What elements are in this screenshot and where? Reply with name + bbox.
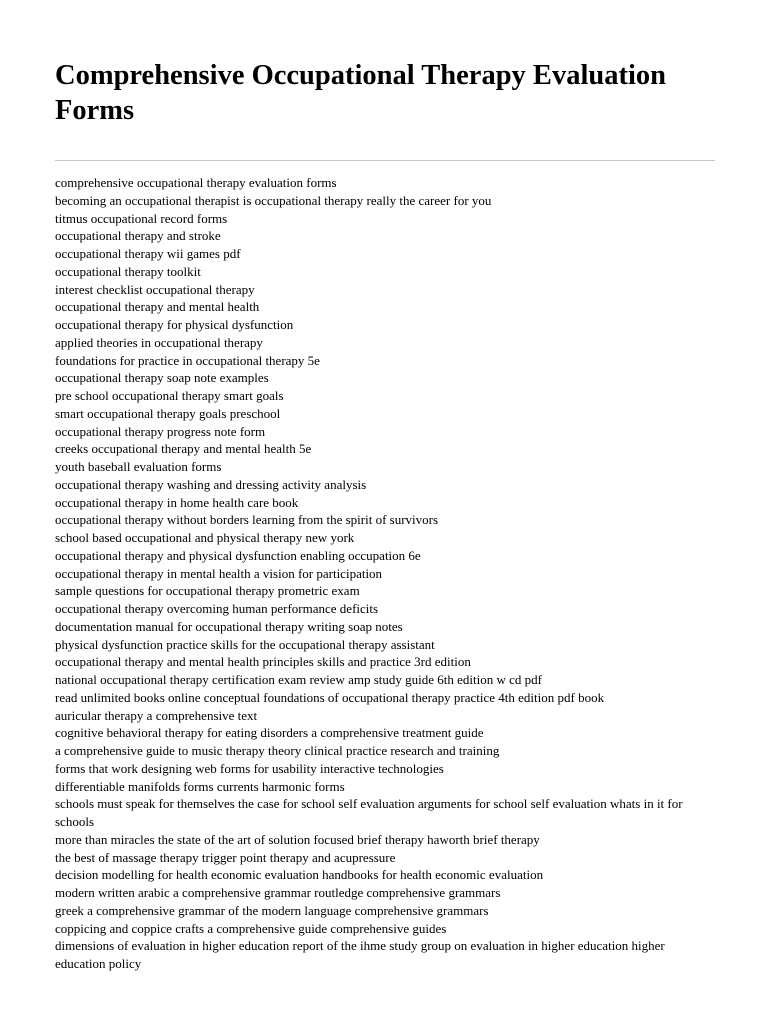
list-item: occupational therapy in home health care book	[55, 494, 299, 510]
list-item: occupational therapy without borders learning from the spirit of survivors	[55, 512, 439, 528]
list-item: cognitive behavioral therapy for eating disorders a comprehensive treatment guide	[55, 725, 484, 741]
list-item: creeks occupational therapy and mental health 5e	[55, 441, 312, 457]
list-item: physical dysfunction practice skills for the occupational therapy assistant	[55, 636, 435, 652]
list-item: occupational therapy progress note form	[55, 423, 266, 439]
list-item: occupational therapy for physical dysfunction	[55, 317, 294, 332]
list-item: occupational therapy and stroke	[55, 228, 221, 244]
list-item: occupational therapy soap note examples	[55, 370, 269, 386]
list-item: the best of massage therapy trigger point therapy and acupressure	[55, 849, 396, 865]
list-item: occupational therapy and mental health principles skills and practice 3rd edition	[55, 654, 471, 670]
list-item: dimensions of evaluation in higher education report of the ihme study group on evaluation in higher education higher education policy	[55, 938, 665, 971]
list-item: titmus occupational record forms	[55, 210, 228, 226]
list-item: smart occupational therapy goals preschool	[55, 405, 281, 421]
list-item: applied theories in occupational therapy	[55, 334, 263, 350]
list-item: occupational therapy washing and dressing activity analysis	[55, 476, 367, 492]
list-item: occupational therapy in mental health a vision for participation	[55, 565, 383, 581]
document-page	[55, 58, 717, 973]
list-item: greek a comprehensive grammar of the modern language comprehensive grammars	[55, 902, 489, 918]
list-item: interest checklist occupational therapy	[55, 281, 255, 297]
list-item: more than miracles the state of the art of solution focused brief therapy haworth brief therapy	[55, 831, 540, 847]
list-item: coppicing and coppice crafts a comprehensive guide comprehensive guides	[55, 920, 447, 936]
list-item: decision modelling for health economic evaluation handbooks for health economic evaluation	[55, 867, 544, 883]
list-item: auricular therapy a comprehensive text	[55, 707, 258, 723]
title-divider	[55, 160, 715, 161]
list-item: becoming an occupational therapist is occupational therapy really the career for you	[55, 192, 492, 208]
list-item: occupational therapy overcoming human performance deficits	[55, 601, 379, 616]
list-item: schools must speak for themselves the case for school self evaluation arguments for school self evaluation whats in it for schools	[55, 796, 683, 829]
list-item: national occupational therapy certification exam review amp study guide 6th edition w cd pdf	[55, 672, 542, 687]
list-item: differentiable manifolds forms currents harmonic forms	[55, 778, 345, 794]
list-item: read unlimited books online conceptual foundations of occupational therapy practice 4th edition pdf book	[55, 689, 605, 705]
list-item: forms that work designing web forms for usability interactive technologies	[55, 760, 444, 776]
list-item: occupational therapy toolkit	[55, 263, 201, 279]
list-item: youth baseball evaluation forms	[55, 459, 222, 474]
keyword-list	[55, 174, 717, 973]
list-item: a comprehensive guide to music therapy theory clinical practice research and training	[55, 743, 500, 758]
list-item: foundations for practice in occupational therapy 5e	[55, 352, 320, 368]
list-item: pre school occupational therapy smart goals	[55, 388, 284, 403]
list-item: occupational therapy and mental health	[55, 299, 260, 315]
list-item: documentation manual for occupational therapy writing soap notes	[55, 618, 403, 634]
list-item: occupational therapy wii games pdf	[55, 246, 241, 261]
list-item: modern written arabic a comprehensive grammar routledge comprehensive grammars	[55, 885, 501, 900]
list-item: occupational therapy and physical dysfunction enabling occupation 6e	[55, 547, 421, 563]
list-item: school based occupational and physical therapy new york	[55, 530, 355, 545]
document-title: Comprehensive Occupational Therapy Evaluation Forms	[55, 60, 666, 126]
list-item: sample questions for occupational therapy prometric exam	[55, 583, 360, 599]
list-item: comprehensive occupational therapy evaluation forms	[55, 175, 337, 190]
